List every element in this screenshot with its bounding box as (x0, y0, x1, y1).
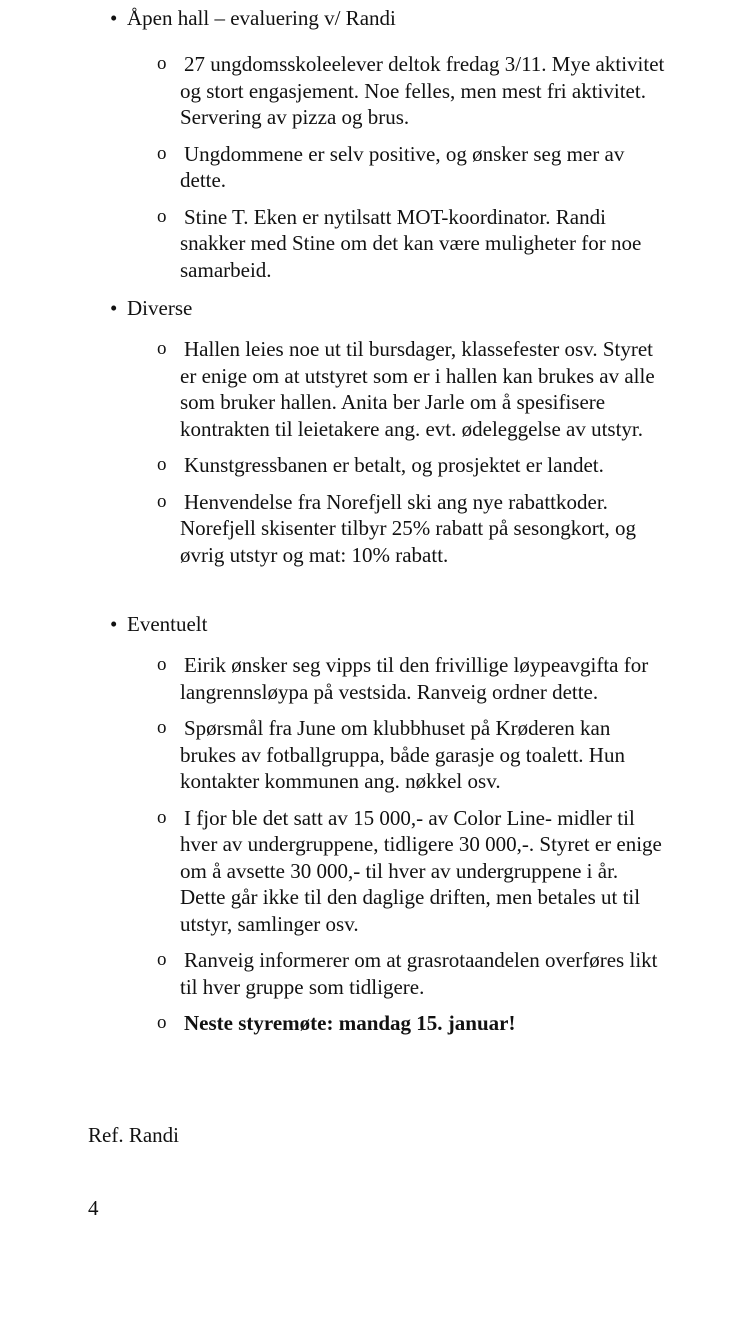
list-item-text: Eirik ønsker seg vipps til den frivillige løypeavgifta for langrennsløypa på vestsida. Ranveig ordner dette. (180, 653, 649, 704)
list-item-text: I fjor ble det satt av 15 000,- av Color Line- midler til hver av undergruppene, tidligere 30 000,-. Styret er enige om å avsette 30 000,- til hver av undergruppene i år. Dette går ikke til den daglige driften, men betales ut til utstyr, samlinger osv. (180, 805, 662, 936)
list-item-text: Ungdommene er selv positive, og ønsker seg mer av dette. (180, 141, 625, 192)
circle-bullet-icon: o (157, 806, 167, 828)
section-diverse (0, 295, 750, 568)
section-heading (0, 295, 750, 321)
page-number: 4 (88, 1196, 99, 1220)
list-item (0, 204, 750, 284)
section-heading (0, 611, 750, 637)
circle-bullet-icon: o (157, 949, 167, 970)
list-item-text: Spørsmål fra June om klubbhuset på Krøderen kan brukes av fotballgruppa, både garasje og toalett. Hun kontakter kommunen ang. nøkkel osv. (180, 716, 625, 793)
list-item-text: Henvendelse fra Norefjell ski ang nye rabattkoder. Norefjell skisenter tilbyr 25% rabatt på sesongkort, og øvrig utstyr og mat: 10% rabatt. (180, 489, 637, 567)
list-item (0, 141, 750, 194)
list-item-text: 27 ungdomsskoleelever deltok fredag 3/11. Mye aktivitet og stort engasjement. Noe felles, men mest fri aktivitet. Servering av pizza og brus. (180, 52, 665, 129)
circle-bullet-icon: o (157, 654, 167, 675)
section-heading-text: Åpen hall – evaluering v/ Randi (127, 6, 396, 30)
section-heading (0, 5, 750, 31)
list-item (0, 489, 750, 569)
section-eventuelt (0, 611, 750, 1037)
circle-bullet-icon: o (157, 338, 167, 359)
bullet-icon: • (110, 296, 118, 320)
circle-bullet-icon: o (157, 717, 167, 738)
sub-list (0, 652, 750, 1037)
circle-bullet-icon: o (157, 454, 167, 475)
list-item-next-meeting (0, 1010, 750, 1037)
signature: Ref. Randi (88, 1123, 179, 1147)
list-item (0, 51, 750, 131)
list-item (0, 336, 750, 442)
list-item (0, 947, 750, 1000)
list-item-text: Ranveig informerer om at grasrotaandelen overføres likt til hver gruppe som tidligere. (180, 948, 658, 999)
circle-bullet-icon: o (157, 53, 167, 74)
list-item (0, 652, 750, 705)
circle-bullet-icon: o (157, 490, 167, 512)
list-item (0, 805, 750, 938)
bullet-icon: • (110, 6, 118, 30)
circle-bullet-icon: o (157, 142, 167, 164)
sub-list (0, 51, 750, 283)
list-item-text: Stine T. Eken er nytilsatt MOT-koordinator. Randi snakker med Stine om det kan være muligheter for noe samarbeid. (180, 204, 642, 282)
section-aapen-hall (0, 5, 750, 283)
list-item (0, 715, 750, 795)
sub-list (0, 336, 750, 568)
bullet-icon: • (110, 612, 118, 636)
circle-bullet-icon: o (157, 205, 167, 227)
next-meeting-text: Neste styremøte: mandag 15. januar! (184, 1011, 516, 1035)
list-item-text: Hallen leies noe ut til bursdager, klassefester osv. Styret er enige om at utstyret som er i hallen kan brukes av alle som bruker hallen. Anita ber Jarle om å spesifisere kontrakten til leietakere ang. evt. ødeleggelse av utstyr. (180, 337, 655, 441)
list-item-text: Kunstgressbanen er betalt, og prosjektet er landet. (184, 453, 604, 477)
list-item (0, 452, 750, 479)
section-heading-text: Eventuelt (127, 612, 208, 636)
section-heading-text: Diverse (127, 296, 193, 320)
circle-bullet-icon: o (157, 1012, 167, 1033)
